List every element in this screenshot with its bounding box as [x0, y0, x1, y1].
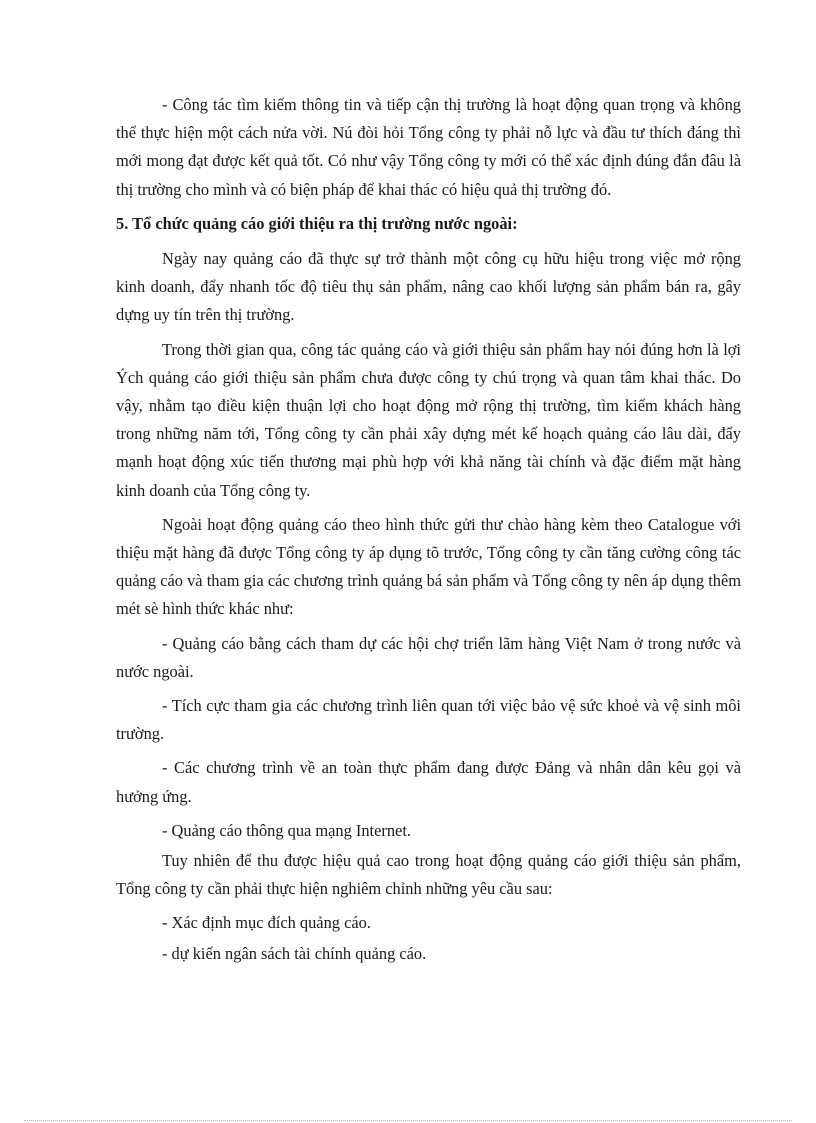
list-item-purpose: - Xác định mục đích quảng cáo.: [162, 913, 371, 933]
paragraph-advertising-intro: Ngày nay quảng cáo đã thực sự trở thành một công cụ hữu hiệu trong việc mở rộng kinh doanh, đẩy nhanh tốc độ tiêu thụ sản phẩm, nâng cao khối lượng sản phẩm bán ra, gây dựng uy tín trên thị trường.: [116, 249, 741, 325]
paragraph-advertising-methods: Ngoài hoạt động quảng cáo theo hình thức gửi thư chào hàng kèm theo Catalogue với thiệu mặt hàng đã được Tổng công ty áp dụng tõ trước, Tổng công ty cần tăng cường công tác quảng cáo và tham gia các chương trình quảng bá sản phẩm và Tổng công ty nên áp dụng thêm mét sè hình thức khác như:: [116, 514, 741, 619]
list-item-food-safety: - Các chương trình về an toàn thực phẩm đang được Đảng và nhân dân kêu gọi và hưởng ứng.: [116, 758, 741, 806]
paragraph-requirements: Tuy nhiên để thu được hiệu quả cao trong hoạt động quảng cáo giới thiệu sản phẩm, Tổng công ty cần phải thực hiện nghiêm chỉnh những yêu cầu sau:: [116, 851, 741, 899]
paragraph-market-research: - Công tác tìm kiếm thông tin và tiếp cận thị trường là hoạt động quan trọng và không thể thực hiện một cách nửa vời. Nú đòi hỏi Tổng công ty phải nỗ lực và đầu tư thích đáng thì mới mong đạt được kết quả tốt. Có như vậy Tổng công ty mới có thể xác định đúng đắn đâu là thị trường cho mình và có biện pháp để khai thác có hiệu quả thị trường đó.: [116, 95, 741, 199]
list-item-budget: - dự kiến ngân sách tài chính quảng cáo.: [162, 943, 427, 963]
list-item-trade-fairs: - Quảng cáo bằng cách tham dự các hội chợ triển lãm hàng Việt Nam ở trong nước và nước ngoài.: [116, 633, 741, 681]
list-item-internet: - Quảng cáo thông qua mạng Internet.: [162, 820, 411, 840]
page-content: [116, 91, 741, 974]
page-bottom-dotted-line: [24, 1120, 792, 1121]
list-item-health-programs: - Tích cực tham gia các chương trình liên quan tới việc bảo vệ sức khoẻ và vệ sinh môi trường.: [116, 696, 741, 744]
paragraph-past-advertising: Trong thời gian qua, công tác quảng cáo và giới thiệu sản phẩm hay nói đúng hơn là lợi Ých quảng cáo giới thiệu sản phẩm chưa được công ty chú trọng và quan tâm khai thác. Do vậy, nhằm tạo điều kiện thuận lợi cho hoạt động mở rộng thị trường, tìm kiếm khách hàng trong những năm tới, Tổng công ty cần phải xây dựng mét kế hoạch quảng cáo lâu dài, đẩy mạnh hoạt động xúc tiến thương mại phù hợp với khả năng tài chính và đặc điểm mặt hàng kinh doanh của Tổng công ty.: [116, 339, 741, 500]
section-heading-advertising: 5. Tổ chức quảng cáo giới thiệu ra thị trường nước ngoài:: [116, 213, 518, 233]
